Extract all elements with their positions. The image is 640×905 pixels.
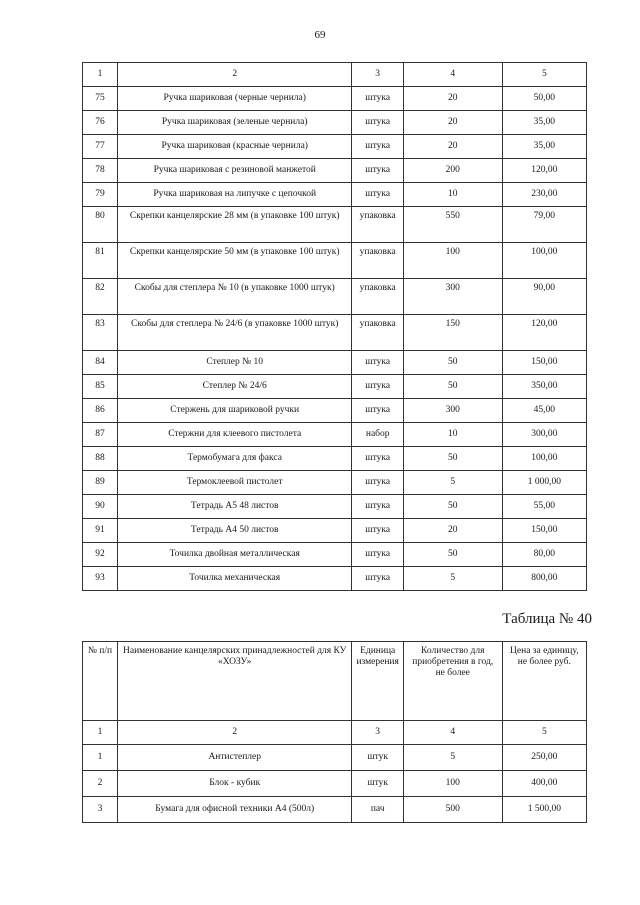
table-row (83, 159, 587, 183)
unit-cell: штука (352, 111, 403, 135)
unit-cell: штука (352, 87, 403, 111)
quantity-cell: 10 (403, 423, 502, 447)
row-number-cell: 85 (83, 375, 118, 399)
table-header-row (83, 642, 587, 721)
unit-cell: штука (352, 447, 403, 471)
unit-cell: штука (352, 399, 403, 423)
item-name-cell: Тетрадь А5 48 листов (117, 495, 352, 519)
item-name-cell: Тетрадь А4 50 листов (117, 519, 352, 543)
column-number-cell: 5 (502, 721, 586, 745)
table-row (83, 567, 587, 591)
unit-cell: штука (352, 183, 403, 207)
row-number-cell: 2 (83, 771, 118, 797)
table-row (83, 279, 587, 315)
price-cell: 120,00 (502, 315, 586, 351)
item-name-cell: Ручка шариковая на липучке с цепочкой (117, 183, 352, 207)
unit-cell: упаковка (352, 207, 403, 243)
price-cell: 150,00 (502, 519, 586, 543)
row-number-cell: 1 (83, 745, 118, 771)
table-row (83, 399, 587, 423)
unit-cell: упаковка (352, 243, 403, 279)
item-name-cell: Ручка шариковая (зеленые чернила) (117, 111, 352, 135)
header-unit: Единица измерения (352, 642, 403, 721)
unit-cell: штука (352, 567, 403, 591)
price-cell: 80,00 (502, 543, 586, 567)
table-row (83, 87, 587, 111)
quantity-cell: 5 (403, 745, 502, 771)
table-row (83, 519, 587, 543)
row-number-cell: 84 (83, 351, 118, 375)
column-number-cell: 2 (117, 721, 352, 745)
item-name-cell: Скобы для степлера № 10 (в упаковке 1000 штук) (117, 279, 352, 315)
price-cell: 800,00 (502, 567, 586, 591)
price-cell: 45,00 (502, 399, 586, 423)
table-row (83, 423, 587, 447)
column-number-cell: 5 (502, 63, 586, 87)
table-row (83, 447, 587, 471)
header-price: Цена за единицу, не более руб. (502, 642, 586, 721)
item-name-cell: Точилка механическая (117, 567, 352, 591)
item-name-cell: Точилка двойная металлическая (117, 543, 352, 567)
quantity-cell: 550 (403, 207, 502, 243)
row-number-cell: 90 (83, 495, 118, 519)
page-number: 69 (314, 29, 326, 41)
row-number-cell: 76 (83, 111, 118, 135)
column-number-cell: 4 (403, 63, 502, 87)
price-cell: 100,00 (502, 243, 586, 279)
unit-cell: штука (352, 495, 403, 519)
quantity-cell: 50 (403, 495, 502, 519)
price-cell: 100,00 (502, 447, 586, 471)
column-number-cell: 1 (83, 721, 118, 745)
quantity-cell: 20 (403, 87, 502, 111)
price-cell: 230,00 (502, 183, 586, 207)
item-name-cell: Ручка шариковая (черные чернила) (117, 87, 352, 111)
table-row (83, 111, 587, 135)
price-cell: 350,00 (502, 375, 586, 399)
unit-cell: упаковка (352, 279, 403, 315)
column-number-cell: 2 (117, 63, 352, 87)
quantity-cell: 500 (403, 797, 502, 823)
price-cell: 250,00 (502, 745, 586, 771)
item-name-cell: Термоклеевой пистолет (117, 471, 352, 495)
item-name-cell: Блок - кубик (117, 771, 352, 797)
item-name-cell: Скрепки канцелярские 28 мм (в упаковке 100 штук) (117, 207, 352, 243)
row-number-cell: 87 (83, 423, 118, 447)
item-name-cell: Бумага для офисной техники А4 (500л) (117, 797, 352, 823)
quantity-cell: 150 (403, 315, 502, 351)
unit-cell: штука (352, 159, 403, 183)
row-number-cell: 81 (83, 243, 118, 279)
stationery-table-continued (82, 62, 587, 591)
table-row (83, 375, 587, 399)
row-number-cell: 78 (83, 159, 118, 183)
unit-cell: штука (352, 471, 403, 495)
table-row (83, 183, 587, 207)
price-cell: 1 500,00 (502, 797, 586, 823)
stationery-table-40 (82, 641, 587, 823)
column-number-cell: 1 (83, 63, 118, 87)
table-row (83, 771, 587, 797)
quantity-cell: 20 (403, 111, 502, 135)
column-number-cell: 3 (352, 721, 403, 745)
item-name-cell: Стержень для шариковой ручки (117, 399, 352, 423)
quantity-cell: 5 (403, 567, 502, 591)
price-cell: 400,00 (502, 771, 586, 797)
unit-cell: пач (352, 797, 403, 823)
quantity-cell: 50 (403, 351, 502, 375)
table-row (83, 495, 587, 519)
row-number-cell: 88 (83, 447, 118, 471)
column-number-row (83, 721, 587, 745)
unit-cell: набор (352, 423, 403, 447)
row-number-cell: 77 (83, 135, 118, 159)
item-name-cell: Скрепки канцелярские 50 мм (в упаковке 100 штук) (117, 243, 352, 279)
quantity-cell: 20 (403, 135, 502, 159)
column-number-cell: 4 (403, 721, 502, 745)
unit-cell: штука (352, 135, 403, 159)
row-number-cell: 82 (83, 279, 118, 315)
row-number-cell: 79 (83, 183, 118, 207)
table-row (83, 797, 587, 823)
item-name-cell: Стержни для клеевого пистолета (117, 423, 352, 447)
item-name-cell: Ручка шариковая (красные чернила) (117, 135, 352, 159)
row-number-cell: 83 (83, 315, 118, 351)
row-number-cell: 3 (83, 797, 118, 823)
unit-cell: штук (352, 745, 403, 771)
item-name-cell: Степлер № 10 (117, 351, 352, 375)
row-number-cell: 80 (83, 207, 118, 243)
price-cell: 79,00 (502, 207, 586, 243)
quantity-cell: 100 (403, 771, 502, 797)
row-number-cell: 86 (83, 399, 118, 423)
item-name-cell: Антистеплер (117, 745, 352, 771)
table-caption: Таблица № 40 (502, 611, 592, 627)
unit-cell: штука (352, 375, 403, 399)
item-name-cell: Ручка шариковая с резиновой манжетой (117, 159, 352, 183)
row-number-cell: 75 (83, 87, 118, 111)
unit-cell: штука (352, 519, 403, 543)
quantity-cell: 200 (403, 159, 502, 183)
price-cell: 1 000,00 (502, 471, 586, 495)
table-row (83, 351, 587, 375)
unit-cell: штук (352, 771, 403, 797)
unit-cell: упаковка (352, 315, 403, 351)
row-number-cell: 89 (83, 471, 118, 495)
table-row (83, 135, 587, 159)
price-cell: 50,00 (502, 87, 586, 111)
quantity-cell: 50 (403, 447, 502, 471)
price-cell: 300,00 (502, 423, 586, 447)
quantity-cell: 300 (403, 399, 502, 423)
quantity-cell: 50 (403, 375, 502, 399)
row-number-cell: 91 (83, 519, 118, 543)
table-row (83, 745, 587, 771)
table-row (83, 207, 587, 243)
price-cell: 55,00 (502, 495, 586, 519)
quantity-cell: 10 (403, 183, 502, 207)
table-row (83, 471, 587, 495)
quantity-cell: 20 (403, 519, 502, 543)
column-number-cell: 3 (352, 63, 403, 87)
item-name-cell: Степлер № 24/6 (117, 375, 352, 399)
item-name-cell: Термобумага для факса (117, 447, 352, 471)
header-number: № п/п (83, 642, 118, 721)
row-number-cell: 92 (83, 543, 118, 567)
table-row (83, 543, 587, 567)
price-cell: 120,00 (502, 159, 586, 183)
quantity-cell: 300 (403, 279, 502, 315)
price-cell: 35,00 (502, 111, 586, 135)
unit-cell: штука (352, 543, 403, 567)
quantity-cell: 50 (403, 543, 502, 567)
quantity-cell: 5 (403, 471, 502, 495)
row-number-cell: 93 (83, 567, 118, 591)
price-cell: 35,00 (502, 135, 586, 159)
header-name: Наименование канцелярских принадлежностей для КУ «ХОЗУ» (117, 642, 352, 721)
price-cell: 150,00 (502, 351, 586, 375)
table-row (83, 243, 587, 279)
header-quantity: Количество для приобретения в год, не более (403, 642, 502, 721)
column-number-row (83, 63, 587, 87)
quantity-cell: 100 (403, 243, 502, 279)
price-cell: 90,00 (502, 279, 586, 315)
unit-cell: штука (352, 351, 403, 375)
item-name-cell: Скобы для степлера № 24/6 (в упаковке 1000 штук) (117, 315, 352, 351)
table-row (83, 315, 587, 351)
